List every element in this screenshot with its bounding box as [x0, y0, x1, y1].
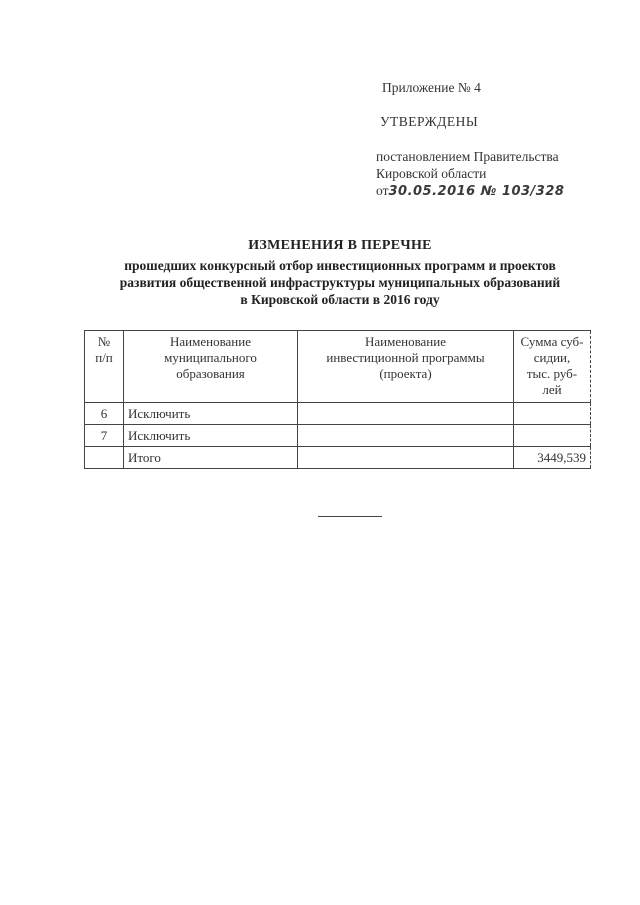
header-text: Сумма суб- — [520, 334, 584, 349]
header-text: Наименование — [365, 334, 446, 349]
header-text: тыс. руб- — [526, 366, 578, 381]
cell-number — [85, 447, 124, 469]
table-row — [85, 425, 591, 447]
table-row — [85, 403, 591, 425]
cell-program — [298, 447, 514, 469]
header-text: (проекта) — [379, 366, 432, 381]
cell-sum — [514, 403, 591, 425]
header-text: инвестиционной программы — [326, 350, 485, 365]
decree-handwritten-date-number: 30.05.2016 № 103/328 — [388, 184, 565, 199]
title-sub-line-2: развития общественной инфраструктуры муниципальных образований — [119, 275, 561, 290]
table-row-total — [85, 447, 591, 469]
header-text: сидии, — [533, 350, 571, 365]
header-col-municipality — [124, 331, 298, 403]
cell-number: 6 — [85, 403, 124, 425]
title-sub-line-3: в Кировской области в 2016 году — [240, 292, 440, 307]
header-text: № — [97, 334, 111, 349]
decree-line-3 — [376, 182, 606, 200]
header-col-program — [298, 331, 514, 403]
decree-line-1: постановлением Правительства — [376, 149, 559, 164]
cell-total-label: Итого — [124, 447, 298, 469]
cell-total-sum: 3449,539 — [514, 447, 591, 469]
cell-sum — [514, 425, 591, 447]
header-col-sum — [514, 331, 591, 403]
header-col-number — [85, 331, 124, 403]
title-sub-line-1: прошедших конкурсный отбор инвестиционных программ и проектов — [124, 258, 556, 273]
cell-municipality: Исключить — [124, 425, 298, 447]
cell-program — [298, 425, 514, 447]
approved-label: УТВЕРЖДЕНЫ — [380, 114, 479, 129]
header-text: лей — [542, 382, 562, 397]
table-header-row — [85, 331, 591, 403]
cell-number: 7 — [85, 425, 124, 447]
appendix-label: Приложение № 4 — [382, 80, 481, 95]
cell-municipality: Исключить — [124, 403, 298, 425]
document-title — [60, 238, 620, 308]
changes-table — [84, 330, 591, 469]
end-of-document-rule — [318, 516, 382, 517]
cell-program — [298, 403, 514, 425]
header-text: п/п — [95, 350, 113, 365]
decree-prefix: от — [376, 183, 389, 198]
decree-line-2: Кировской области — [376, 166, 487, 181]
header-text: муниципального — [164, 350, 257, 365]
header-text: Наименование — [170, 334, 251, 349]
title-main: ИЗМЕНЕНИЯ В ПЕРЕЧНЕ — [248, 238, 432, 253]
title-subtitle — [60, 257, 620, 308]
header-text: образования — [176, 366, 245, 381]
decree-reference — [376, 148, 606, 200]
